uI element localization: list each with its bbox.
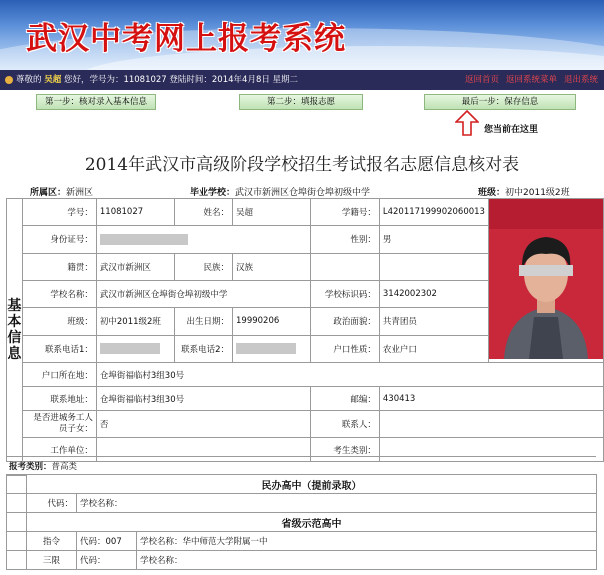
grad-school-info: 毕业学校：武汉市新洲区仓埠街仓埠初级中学	[190, 188, 371, 198]
private-school-section: 民办高中（提前录取） 代码： 学校名称：	[6, 474, 597, 513]
step3-button[interactable]: 最后一步：保存信息	[424, 94, 576, 110]
hukou-address: 仓埠街福临村3组30号	[96, 363, 603, 387]
up-arrow-icon	[455, 110, 479, 136]
contact-person	[379, 411, 603, 438]
logout-link[interactable]: 退出系统	[563, 75, 598, 85]
step1-button[interactable]: 第一步：核对录入基本信息	[36, 94, 156, 110]
login-info: 您好，学号为：11081027 登陆时间：2014年4月8日 星期二	[63, 75, 299, 85]
ethnic: 汉族	[233, 253, 311, 280]
postcode: 430413	[379, 387, 603, 411]
report-type: 普高类	[51, 462, 78, 472]
user-info-bar	[0, 70, 604, 90]
id-number	[96, 226, 310, 253]
roll-no: L420117199902060013	[379, 199, 488, 226]
menu-link[interactable]: 返回系统菜单	[505, 75, 557, 85]
birth-date: 19990206	[233, 308, 311, 335]
hukou-type: 农业户口	[379, 335, 488, 362]
origin: 武汉市新洲区	[96, 253, 174, 280]
district-info: 所属区：新洲区	[30, 188, 94, 198]
user-icon	[5, 76, 13, 84]
provincial-school-title: 省级示范高中	[27, 513, 597, 532]
greeting-text: 尊敬的	[16, 75, 42, 85]
table-row: 三限 代码： 学校名称：	[7, 551, 597, 570]
user-name: 吴超	[44, 75, 62, 85]
table-row: 指令 代码：007 学校名称：华中师范大学附属一中	[7, 532, 597, 551]
student-no: 11081027	[96, 199, 174, 226]
basic-info-label: 基本信息	[7, 199, 23, 462]
current-step-note: 您当前在这里	[484, 125, 539, 135]
political-status: 共青团员	[379, 308, 488, 335]
provincial-school-section	[6, 512, 597, 570]
student-photo	[488, 199, 603, 363]
header-banner	[0, 0, 604, 70]
class-info: 班级：初中2011级2班	[478, 188, 570, 198]
contact-address: 仓埠街福临村3组30号	[96, 387, 310, 411]
gender: 男	[379, 226, 488, 253]
private-school-name: 学校名称：	[77, 494, 597, 513]
redacted-id	[100, 234, 188, 245]
school-name: 武汉市新洲区仓埠街仓埠初级中学	[96, 280, 310, 307]
step2-button[interactable]: 第二步：填报志愿	[239, 94, 363, 110]
migrant-child: 否	[96, 411, 310, 438]
private-school-title: 民办高中（提前录取）	[27, 475, 597, 494]
basic-info-table: 基本信息 学号： 11081027 姓名： 吴超 学籍号： L420117199902060013 身份证号： 性别： 男 籍贯： 武汉市新洲区 民族： 汉族 学校名称： 武汉市新洲区仓埠街仓埠初级中学 学校标识码： 3142002302 班级： 初中2011级2班 出生日期： 19990206 政治面貌： 共青团员 联系电话1： 联系电话2： 户口性质： 农业户口 户口所在地： 仓埠街福临村3组30号 联系地址： 仓埠街福临村3组30号 邮编： 430413 是否进城务工人员子女： 否 联系人： 工作单位： 考生类别：	[6, 198, 604, 462]
photo-image	[489, 199, 603, 359]
phone1	[96, 335, 174, 362]
class-name: 初中2011级2班	[96, 308, 174, 335]
home-link[interactable]: 返回首页	[464, 75, 499, 85]
report-type-row: 报考类别：普高类	[6, 456, 596, 476]
form-title: 2014年武汉市高级阶段学校招生考试报名志愿信息核对表	[84, 155, 520, 175]
phone2	[233, 335, 311, 362]
system-title: 武汉中考网上报考系统	[26, 21, 346, 57]
school-code: 3142002302	[379, 280, 488, 307]
student-name: 吴超	[233, 199, 311, 226]
